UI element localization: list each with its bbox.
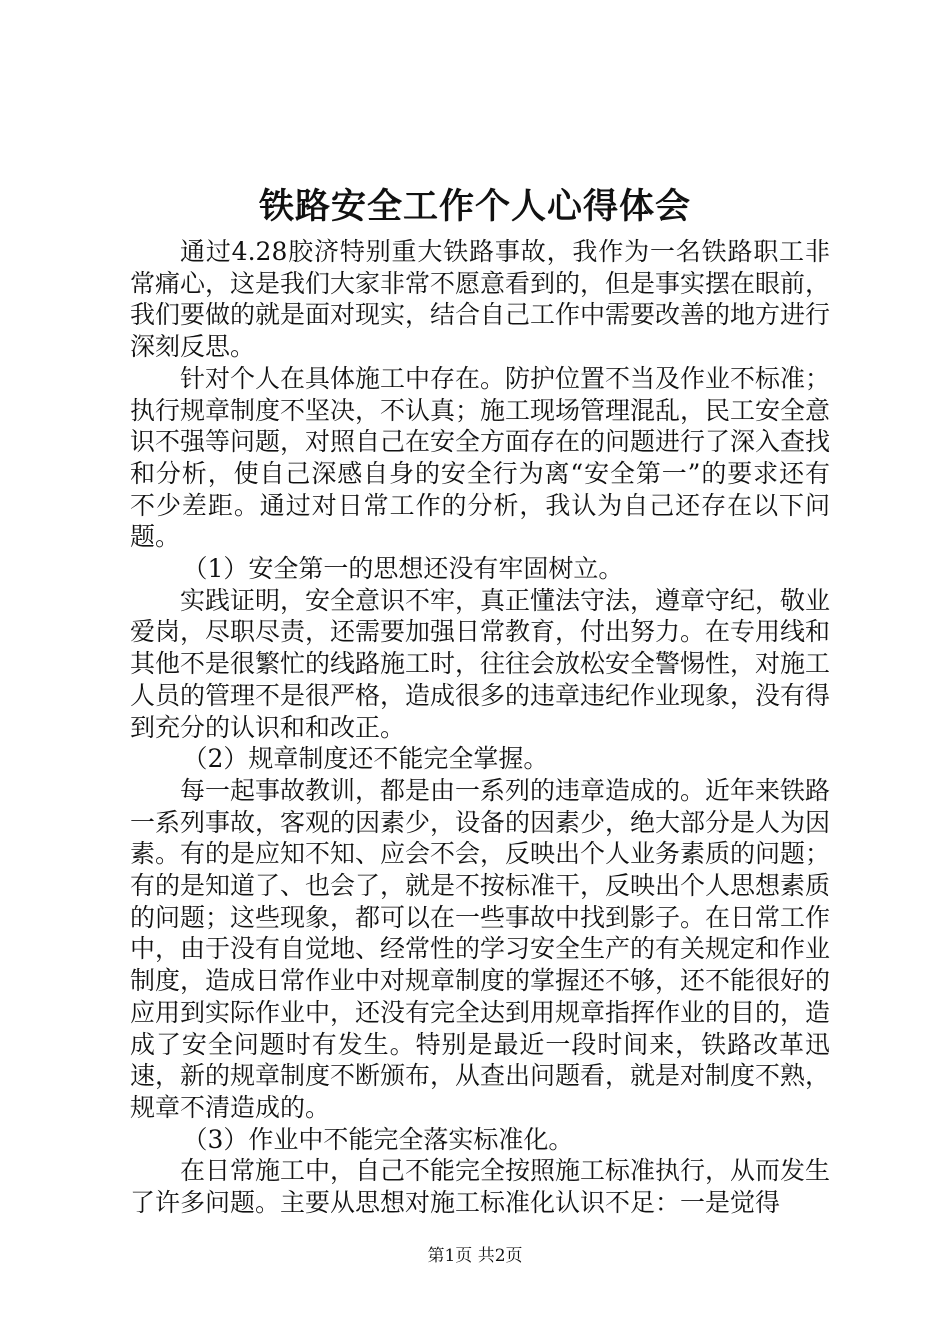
- heading-point-2: （2）规章制度还不能完全掌握。: [182, 744, 549, 774]
- paragraph-intro: 通过4.28胶济特别重大铁路事故，我作为一名铁路职工非常痛心，这是我们大家非常不愿意看到的，但是事实摆在眼前，我们要做的就是面对现实，结合自己工作中需要改善的地方进行深刻反思。: [130, 237, 831, 362]
- paragraph-point-3: 在日常施工中，自己不能完全按照施工标准执行，从而发生了许多问题。主要从思想对施工标准化认识不足：一是觉得: [130, 1156, 831, 1218]
- heading-point-1: （1）安全第一的思想还没有牢固树立。: [182, 554, 624, 584]
- document-body: [130, 236, 830, 1219]
- paragraph-issues: 针对个人在具体施工中存在。防护位置不当及作业不标准；执行规章制度不坚决，不认真；施工现场管理混乱，民工安全意识不强等问题，对照自己在安全方面存在的问题进行了深入查找和分析，使自己深感自身的安全行为离“安全第一”的要求还有不少差距。通过对日常工作的分析，我认为自己还存在以下问题。: [130, 363, 831, 552]
- paragraph-point-2: 每一起事故教训，都是由一系列的违章造成的。近年来铁路一系列事故，客观的因素少，设备的因素少，绝大部分是人为因素。有的是应知不知、应会不会，反映出个人业务素质的问题；有的是知道了、也会了，就是不按标准干，反映出个人思想素质的问题；这些现象，都可以在一些事故中找到影子。在日常工作中，由于没有自觉地、经常性的学习安全生产的有关规定和作业制度，造成日常作业中对规章制度的掌握还不够，还不能很好的应用到实际作业中，还没有完全达到用规章指挥作业的目的，造成了安全问题时有发生。特别是最近一段时间来，铁路改革迅速，新的规章制度不断颁布，从查出问题看，就是对制度不熟，规章不清造成的。: [130, 775, 831, 1122]
- page-title: 铁路安全工作个人心得体会: [258, 186, 691, 227]
- heading-point-3: （3）作业中不能完全落实标准化。: [182, 1124, 574, 1154]
- paragraph-point-1: 实践证明，安全意识不牢，真正懂法守法，遵章守纪，敬业爱岗，尽职尽责，还需要加强日常教育，付出努力。在专用线和其他不是很繁忙的线路施工时，往往会放松安全警惕性，对施工人员的管理不是很严格，造成很多的违章违纪作业现象，没有得到充分的认识和和改正。: [130, 585, 831, 742]
- page-number-footer: 第1页 共2页: [427, 1246, 523, 1266]
